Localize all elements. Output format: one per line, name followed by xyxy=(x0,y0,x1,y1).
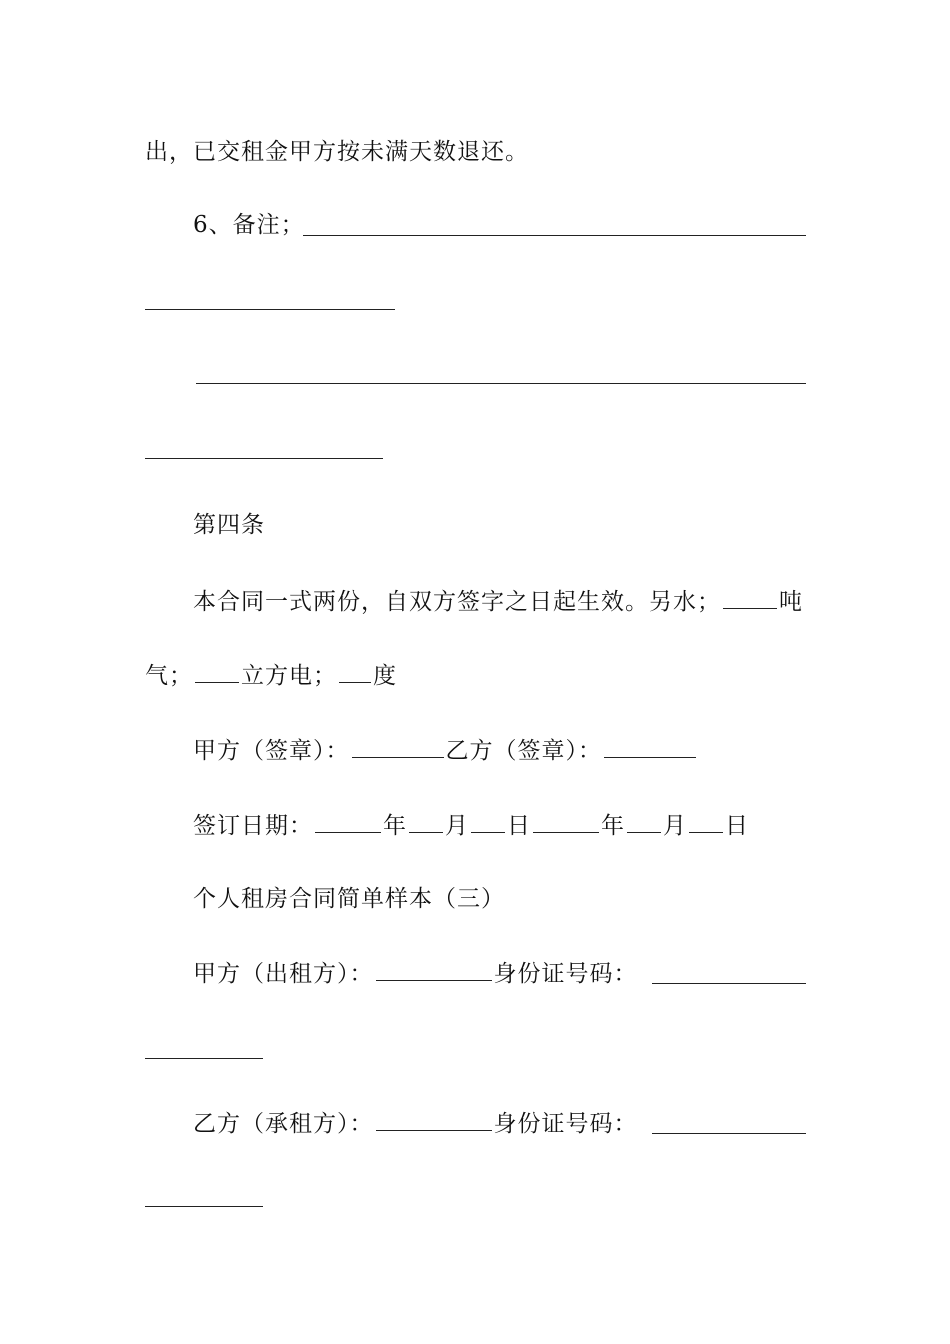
water-blank[interactable] xyxy=(723,586,777,609)
month-blank-1[interactable] xyxy=(409,810,443,833)
text-line-party-a xyxy=(193,958,638,989)
day-blank-2[interactable] xyxy=(689,810,723,833)
signing-date-label: 签订日期： xyxy=(193,813,313,839)
party-b-name-blank[interactable] xyxy=(376,1108,492,1131)
party-a-sign-label: 甲方（签章）： xyxy=(193,738,350,764)
day-blank-1[interactable] xyxy=(471,810,505,833)
day-label-2: 日 xyxy=(725,813,749,839)
remarks-blank-1[interactable] xyxy=(303,235,806,236)
text-line-refund xyxy=(145,137,529,167)
contract-copies-text: 本合同一式两份，自双方签字之日起生效。另水； xyxy=(193,589,721,615)
gas-blank[interactable] xyxy=(195,660,239,683)
remarks-label: 6、备注； xyxy=(193,212,305,238)
remarks-blank-2[interactable] xyxy=(145,309,395,310)
article-four-heading xyxy=(193,510,265,540)
party-a-id-blank-1[interactable] xyxy=(652,983,806,984)
sample-title-text: 个人租房合同简单样本（三） xyxy=(193,886,505,912)
party-b-label: 乙方（承租方）： xyxy=(193,1111,374,1137)
text-line-utilities xyxy=(145,660,397,691)
party-a-label: 甲方（出租方）： xyxy=(193,961,374,987)
party-b-id-label: 身份证号码： xyxy=(493,1111,638,1137)
text-line-contract-copies xyxy=(193,586,803,617)
party-b-sign-blank[interactable] xyxy=(604,735,696,758)
remarks-blank-4[interactable] xyxy=(145,458,383,459)
article-four-label: 第四条 xyxy=(193,512,265,538)
electric-unit: 度 xyxy=(373,663,397,689)
party-a-sign-blank[interactable] xyxy=(352,735,444,758)
month-blank-2[interactable] xyxy=(627,810,661,833)
party-a-name-blank[interactable] xyxy=(376,958,492,981)
text-line-signing-date xyxy=(193,810,749,841)
text-line-remarks xyxy=(193,210,305,240)
party-a-id-label: 身份证号码： xyxy=(493,961,638,987)
gas-label: 气； xyxy=(145,663,193,689)
year-label-2: 年 xyxy=(601,813,625,839)
year-blank-2[interactable] xyxy=(533,810,599,833)
month-label-2: 月 xyxy=(663,813,687,839)
party-b-id-blank-1[interactable] xyxy=(652,1133,806,1134)
year-blank-1[interactable] xyxy=(315,810,381,833)
day-label-1: 日 xyxy=(507,813,531,839)
party-b-id-blank-2[interactable] xyxy=(145,1206,263,1207)
electric-blank[interactable] xyxy=(339,660,371,683)
party-a-id-blank-2[interactable] xyxy=(145,1058,263,1059)
sample-title xyxy=(193,884,505,914)
month-label-1: 月 xyxy=(445,813,469,839)
text-line-signatures xyxy=(193,735,698,766)
text-line-party-b xyxy=(193,1108,638,1139)
remarks-blank-3[interactable] xyxy=(196,383,806,384)
year-label-1: 年 xyxy=(383,813,407,839)
party-b-sign-label: 乙方（签章）： xyxy=(445,738,602,764)
water-unit: 吨 xyxy=(779,589,803,615)
refund-text: 出，已交租金甲方按未满天数退还。 xyxy=(145,139,529,165)
gas-unit-electric-label: 立方电； xyxy=(241,663,337,689)
